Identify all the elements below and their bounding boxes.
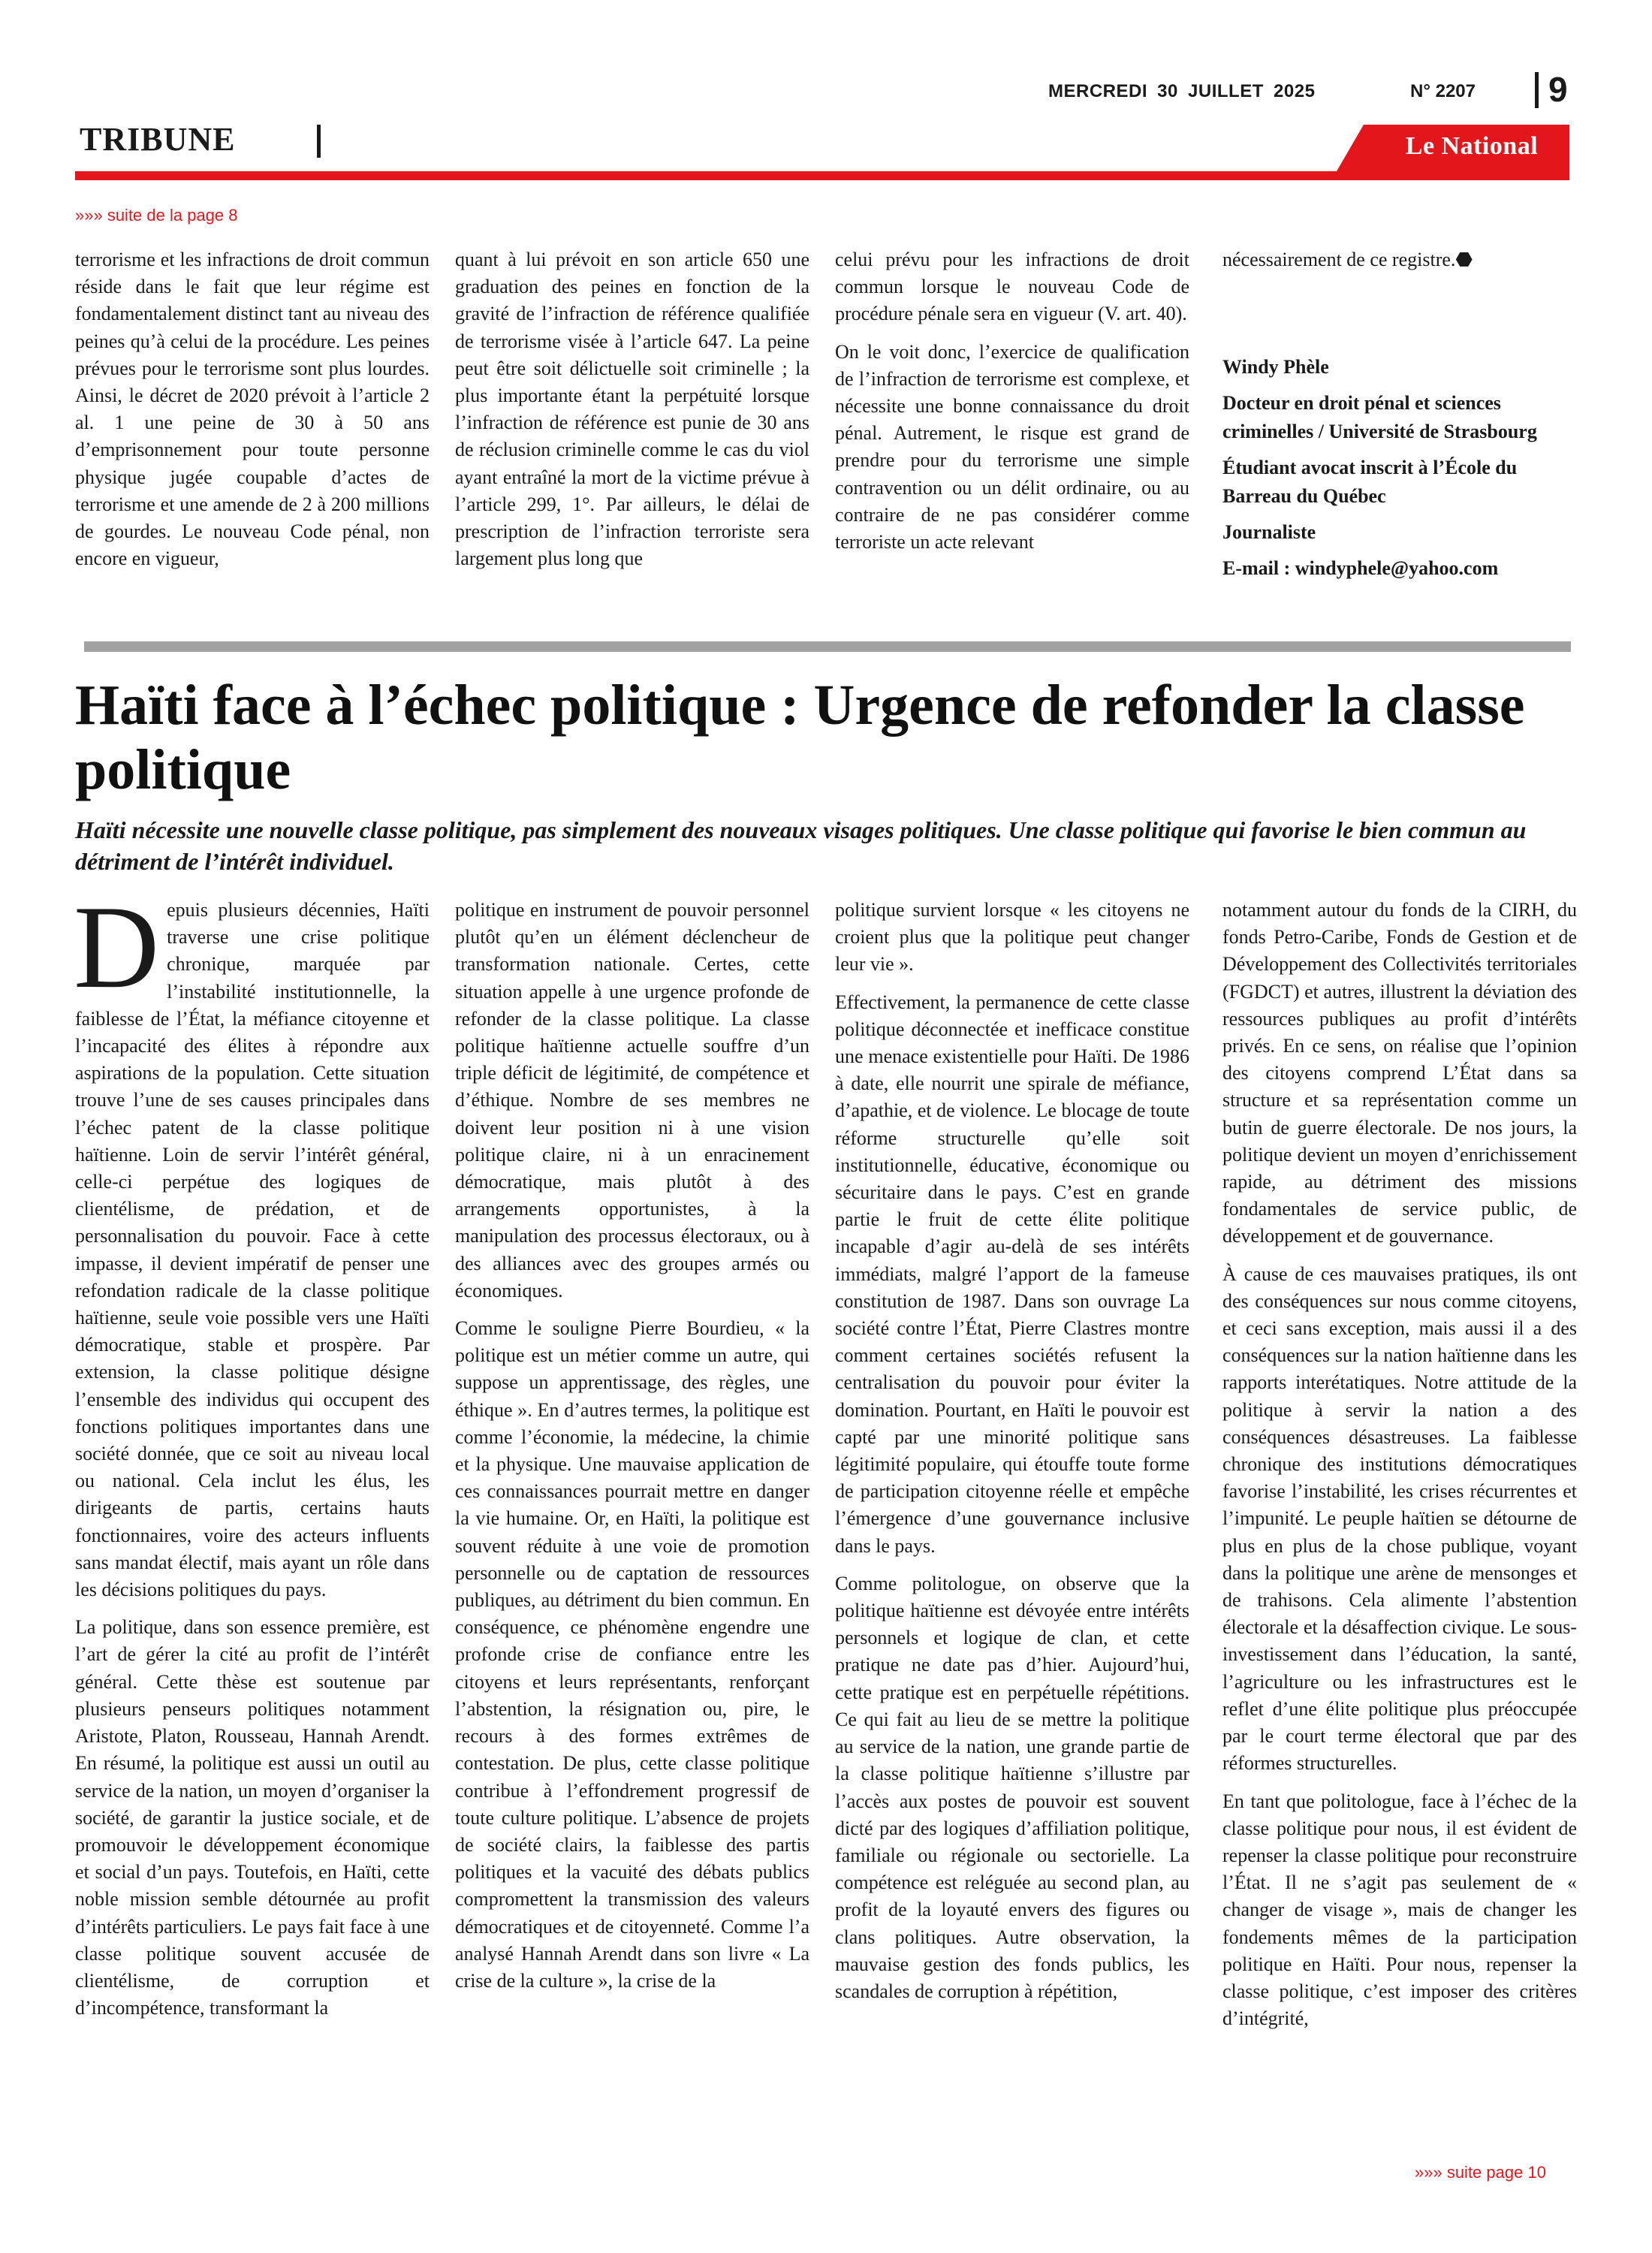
brand-name: Le National (1405, 132, 1539, 160)
author-signature (1222, 353, 1575, 590)
article-column-3 (835, 897, 1189, 2005)
paragraph: On le voit donc, l’exercice de qualification de l’infraction de terrorisme est complexe, et nécessite une bonne connaissance du droit pénal. Autrement, le risque est grand de prendre pour du terrorisme une simple contravention ou un délit ordinaire, ou au contraire de ne pas considérer comme terroriste un acte relevant (835, 340, 1189, 553)
end-mark-icon: ⬣ (1455, 249, 1473, 270)
continued-from-label: »»» suite de la page 8 (75, 206, 238, 225)
issue-date: MERCREDI 30 JUILLET 2025 (1048, 81, 1316, 101)
article-title: Haïti face à l’échec politique : Urgence de refonder la classe politique (75, 674, 1525, 801)
paragraph (1222, 246, 1577, 273)
section-divider (317, 125, 321, 158)
prev-column-4 (1222, 246, 1577, 273)
article-column-4 (1222, 897, 1577, 2032)
closing-sentence: nécessairement de ce registre. (1222, 249, 1456, 270)
paragraph-text: epuis plusieurs décennies, Haïti traverse une crise politique chronique, marquée par l’instabilité institutionnelle, la faiblesse de l’État, la méfiance citoyenne et l’incapacité des élites à répondre aux aspirations de la population. Cette situation trouve l’une de ses causes principales dans l’échec patent de la classe politique haïtienne. Loin de servir l’intérêt général, celle-ci perpétue des logiques de clientélisme, de prédation, et de personnalisation du pouvoir. Face à cette impasse, il devient impératif de penser une refondation radicale de la classe politique haïtienne, seule voie possible vers une Haïti démocratique, stable et prospère. Par extension, la classe politique désigne l’ensemble des individus qui occupent des fonctions politiques importantes dans une société donnée, que ce soit au niveau local ou national. Cela inclut les élus, les dirigeants de partis, certains hauts fonctionnaires, voire des acteurs influents sans mandat électif, mais ayant un rôle dans les décisions politiques du pays. (75, 899, 430, 1601)
page-number: 9 (1548, 70, 1568, 109)
author-email: E-mail : windyphele@yahoo.com (1222, 557, 1499, 579)
paragraph (74, 882, 430, 1603)
paragraph: Comme le souligne Pierre Bourdieu, « la politique est un métier comme un autre, qui suppose un apprentissage, des règles, une éthique ». En d’autres termes, la politique est comme l’économie, la médecine, la chimie et la physique. Une mauvaise application de ces connaissances pourrait mettre en danger la vie humaine. Or, en Haïti, la politique est souvent réduite à une voie de promotion personnelle ou de captation de ressources publiques, au détriment du bien commun. En conséquence, ce phénomène engendre une profonde crise de confiance entre les citoyens et leurs représentants, renforçant l’abstention, la résignation ou, pire, le recours à des formes extrêmes de contestation. De plus, cette classe politique contribue à l’effondrement progressif de toute culture politique. L’absence de projets de société clairs, la faiblesse des partis politiques et la vacuité des débats publics compromettent la transmission des valeurs démocratiques et de citoyenneté. Comme l’a analysé Hannah Arendt dans son livre « La crise de la culture », la crise de la (455, 1317, 809, 1992)
paragraph: politique en instrument de pouvoir personnel plutôt qu’en un élément déclencheur de transformation nationale. Certes, cette situation appelle à une urgence profonde de refonder de la classe politique. La classe politique haïtienne actuelle souffre d’un triple déficit de légitimité, de compétence et d’éthique. Nombre de ses membres ne doivent leur position ni à une vision politique claire, ni à un enracinement démocratique, mais plutôt à des arrangements opportunistes, à la manipulation des processus électoraux, ou à des alliances avec des groupes armés ou économiques. (455, 899, 809, 1301)
article-column-2 (455, 897, 809, 1995)
paragraph: En tant que politologue, face à l’échec de la classe politique pour nous, il est évident de repenser la classe politique pour reconstruire l’État. Il ne s’agit pas seulement de « changer de visage », mais de changer les fondements mêmes de la participation politique en Haïti. Pour nous, repenser la classe politique, c’est imposer des critères d’intégrité, (1222, 1790, 1577, 2030)
paragraph: terrorisme et les infractions de droit commun réside dans le fait que leur régime est fondamentalement distinct tant au niveau des peines qu’à celui de la procédure. Les peines prévues pour le terrorisme sont plus lourdes. Ainsi, le décret de 2020 prévoit à l’article 2 al. 1 une peine de 30 à 50 ans d’emprisonnement pour toute personne physique jugée coupable d’actes de terrorisme et une amende de 2 à 200 millions de gourdes. Le nouveau Code pénal, non encore en vigueur, (75, 249, 430, 570)
paragraph: quant à lui prévoit en son article 650 une graduation des peines en fonction de la gravité de l’infraction de référence qualifiée de terrorisme visée à l’article 647. La peine peut être soit délictuelle soit criminelle ; la plus importante étant la perpétuité lorsque l’infraction de référence est punie de 30 ans de réclusion criminelle comme le cas du viol ayant entraîné la mort de la victime prévue à l’article 299, 1°. Par ailleurs, le délai de prescription de l’infraction terroriste sera largement plus long que (455, 249, 809, 570)
author-credential: Docteur en droit pénal et sciences criminelles / Université de Strasbourg (1222, 392, 1537, 442)
header-divider (1535, 72, 1539, 108)
paragraph: notamment autour du fonds de la CIRH, du fonds Petro-Caribe, Fonds de Gestion et de Développement des Collectivités territoriales (FGDCT) et autres, illustrent la déviation des ressources publiques au profit d’intérêts privés. En ce sens, on réalise que l’opinion des citoyens comprend L’État dans sa structure et sa représentation comme un butin de guerre électorale. De nos jours, la politique devient un moyen d’enrichissement rapide, au détriment des missions fondamentales de service public, de développement et de gouvernance. (1222, 899, 1577, 1247)
article-divider (84, 641, 1571, 652)
article-column-1 (74, 882, 430, 2022)
issue-number: N° 2207 (1410, 81, 1476, 101)
paragraph: celui prévu pour les infractions de droit commun lorsque le nouveau Code de procédure pénale sera en vigueur (V. art. 40). (835, 249, 1189, 325)
paragraph: Effectivement, la permanence de cette classe politique déconnectée et inefficace constitue une menace existentielle pour Haïti. De 1986 à date, elle nourrit une spirale de méfiance, d’apathie, et de violence. Le blocage de toute réforme structurelle qu’elle soit institutionnelle, éducative, économique ou sécuritaire dans le pays. C’est en grande partie le fruit de cette élite politique incapable d’agir au-delà de ses intérêts immédiats, malgré l’apport de la fameuse constitution de 1987. Dans son ouvrage La société contre l’État, Pierre Clastres montre comment certaines sociétés refusent la centralisation du pouvoir pour éviter la domination. Pourtant, en Haïti le pouvoir est capté par une minorité politique sans légitimité populaire, qui étouffe toute forme de participation citoyenne réelle et empêche l’émergence d’une gouvernance inclusive dans le pays. (835, 991, 1189, 1557)
continued-on-label: »»» suite page 10 (1415, 2163, 1546, 2182)
drop-cap: D (74, 882, 160, 1013)
header-rule (75, 171, 1569, 180)
section-name: TRIBUNE (80, 121, 236, 158)
paragraph: À cause de ces mauvaises pratiques, ils ont des conséquences sur nous comme citoyens, et ceci sans exception, mais aussi il a des conséquences sur la nation haïtienne dans les rapports interétatiques. Notre attitude de la politique à servir la nation a des conséquences désastreuses. La faiblesse chronique des institutions démocratiques favorise l’instabilité, les crises récurrentes et l’impunité. Le peuple haïtien se détourne de plus en plus de la chose publique, voyant dans la politique une arène de mensonges et de trahisons. Cela alimente l’abstention électorale et la désaffection civique. Le sous-investissement dans l’éducation, la santé, l’agriculture ou les infrastructures est le reflet d’une élite politique plus préoccupée par le court terme électoral que par des réformes structurelles. (1222, 1262, 1577, 1775)
article-lede: Haïti nécessite une nouvelle classe politique, pas simplement des nouveaux visages politiques. Une classe politique qui favorise le bien commun au détriment de l’intérêt individuel. (75, 816, 1527, 875)
paragraph: politique survient lorsque « les citoyens ne croient plus que la politique peut changer leur vie ». (835, 899, 1189, 976)
prev-column-3 (835, 246, 1189, 556)
prev-column-1 (75, 246, 430, 572)
paragraph: Comme politologue, on observe que la politique haïtienne est dévoyée entre intérêts personnels et logique de clan, et cette pratique ne date pas d’hier. Aujourd’hui, cette pratique est en perpétuelle répétitions. Ce qui fait au lieu de se mettre la politique au service de la nation, une grande partie de la classe politique haïtienne s’illustre par l’accès aux postes de pouvoir est souvent dicté par des logiques d’affiliation politique, familiale ou régionale ou sectorielle. La compétence est reléguée au second plan, au profit de la loyauté envers des figures ou clans politiques. Autre observation, la mauvaise gestion des fonds publics, les scandales de corruption à répétition, (835, 1572, 1189, 2002)
prev-column-2 (455, 246, 809, 572)
paragraph: La politique, dans son essence première, est l’art de gérer la cité au profit de l’intérêt général. Cette thèse est soutenue par plusieurs penseurs politiques notamment Aristote, Platon, Rousseau, Hannah Arendt. En résumé, la politique est aussi un outil au service de la nation, un moyen d’organiser la société, de garantir la justice sociale, et de promouvoir le développement économique et social d’un pays. Toutefois, en Haïti, cette noble mission semble détournée au profit d’intérêts particuliers. Le pays fait face à une classe politique souvent accusée de clientélisme, de corruption et d’incompétence, transformant la (75, 1616, 430, 2019)
author-name: Windy Phèle (1222, 356, 1329, 378)
author-credential: Étudiant avocat inscrit à l’École du Barreau du Québec (1222, 457, 1518, 507)
author-role: Journaliste (1222, 521, 1316, 543)
